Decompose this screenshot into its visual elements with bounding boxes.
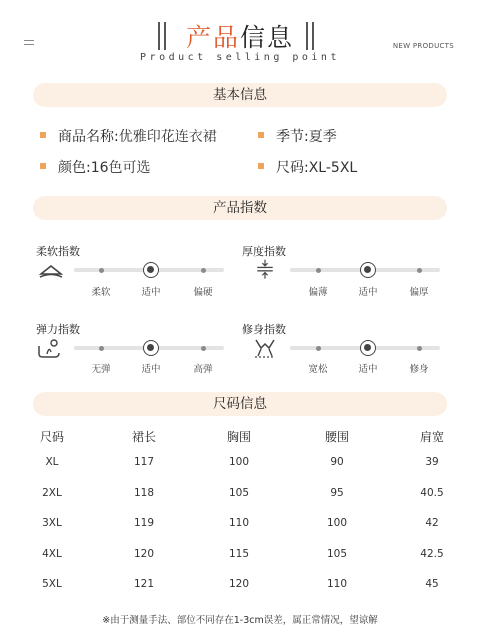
index-selected-marker (360, 340, 376, 356)
index-option-label: 宽松 (308, 364, 328, 375)
info-label: 商品名称: (58, 129, 119, 145)
table-cell: 3XL (42, 517, 62, 529)
info-color (40, 157, 151, 177)
bullet-icon (258, 163, 264, 169)
index-option-label: 偏薄 (308, 287, 328, 298)
table-cell: 5XL (42, 578, 62, 590)
table-cell: 100 (228, 456, 250, 468)
index-dot (316, 346, 321, 351)
index-option-label: 适中 (141, 364, 161, 375)
table-cell: 117 (133, 456, 155, 468)
page-title-accent: 产品 (185, 23, 240, 52)
bullet-icon (40, 163, 46, 169)
index-dot (316, 268, 321, 273)
fit-icon (252, 336, 278, 360)
index-dot (201, 346, 206, 351)
info-season (258, 126, 337, 146)
section-size-info: 尺码信息 (33, 392, 447, 416)
elasticity-icon (36, 336, 62, 360)
table-cell: 120 (228, 578, 250, 590)
index-title-thickness: 厚度指数 (242, 245, 286, 258)
table-cell: 95 (330, 487, 344, 499)
table-cell: 110 (228, 517, 250, 529)
table-header: 腰围 (324, 430, 349, 444)
index-option-label: 无弹 (91, 364, 111, 375)
info-product-name (40, 126, 217, 146)
index-title-fit: 修身指数 (242, 323, 286, 336)
index-dot (417, 268, 422, 273)
index-selected-marker (143, 262, 159, 278)
table-cell: 100 (326, 517, 348, 529)
info-value: 优雅印花连衣裙 (118, 129, 217, 145)
table-cell: 39 (425, 456, 439, 468)
section-product-index: 产品指数 (33, 196, 447, 220)
index-option-label: 偏厚 (409, 287, 429, 298)
info-label: 季节: (276, 129, 309, 145)
info-size (258, 157, 357, 177)
index-title-elasticity: 弹力指数 (36, 323, 80, 336)
index-option-label: 修身 (409, 364, 429, 375)
index-dot (99, 346, 104, 351)
table-header: 胸围 (226, 430, 251, 444)
table-cell: 105 (326, 548, 348, 560)
info-label: 尺码: (276, 160, 309, 176)
page-subtitle: Product selling point (140, 52, 340, 63)
table-cell: 120 (133, 548, 155, 560)
table-cell: 4XL (42, 548, 62, 560)
table-cell: 90 (330, 456, 344, 468)
index-dot (417, 346, 422, 351)
table-header: 尺码 (39, 430, 64, 444)
info-value: XL-5XL (308, 160, 358, 176)
table-cell: 110 (326, 578, 348, 590)
softness-icon (38, 260, 64, 284)
page-title-rest: 信息 (240, 23, 295, 52)
index-selected-marker (143, 340, 159, 356)
index-option-label: 柔软 (91, 287, 111, 298)
index-option-label: 适中 (141, 287, 161, 298)
section-basic-info: 基本信息 (33, 83, 447, 107)
index-title-softness: 柔软指数 (36, 245, 80, 258)
index-option-label: 偏硬 (193, 287, 213, 298)
index-option-label: 适中 (358, 364, 378, 375)
new-products-tag: NEW PRODUCTS (392, 42, 454, 50)
table-cell: 119 (133, 517, 155, 529)
info-value: 16色可选 (90, 160, 151, 176)
table-cell: XL (45, 456, 59, 468)
table-header: 肩宽 (419, 430, 444, 444)
table-cell: 2XL (42, 487, 62, 499)
index-option-label: 适中 (358, 287, 378, 298)
table-cell: 42 (425, 517, 439, 529)
bullet-icon (258, 132, 264, 138)
table-cell: 115 (228, 548, 250, 560)
index-option-label: 高弹 (193, 364, 213, 375)
thickness-icon (252, 258, 278, 282)
table-cell: 105 (228, 487, 250, 499)
table-cell: 40.5 (420, 487, 444, 499)
info-label: 颜色: (58, 160, 91, 176)
table-cell: 118 (133, 487, 155, 499)
measurement-note: ※由于测量手法、部位不同存在1-3cm误差，属正常情况，望谅解 (102, 615, 378, 626)
index-selected-marker (360, 262, 376, 278)
table-cell: 121 (133, 578, 155, 590)
table-header: 裙长 (131, 430, 156, 444)
index-dot (201, 268, 206, 273)
bullet-icon (40, 132, 46, 138)
table-cell: 42.5 (420, 548, 444, 560)
info-value: 夏季 (308, 129, 337, 145)
table-cell: 45 (425, 578, 439, 590)
index-dot (99, 268, 104, 273)
